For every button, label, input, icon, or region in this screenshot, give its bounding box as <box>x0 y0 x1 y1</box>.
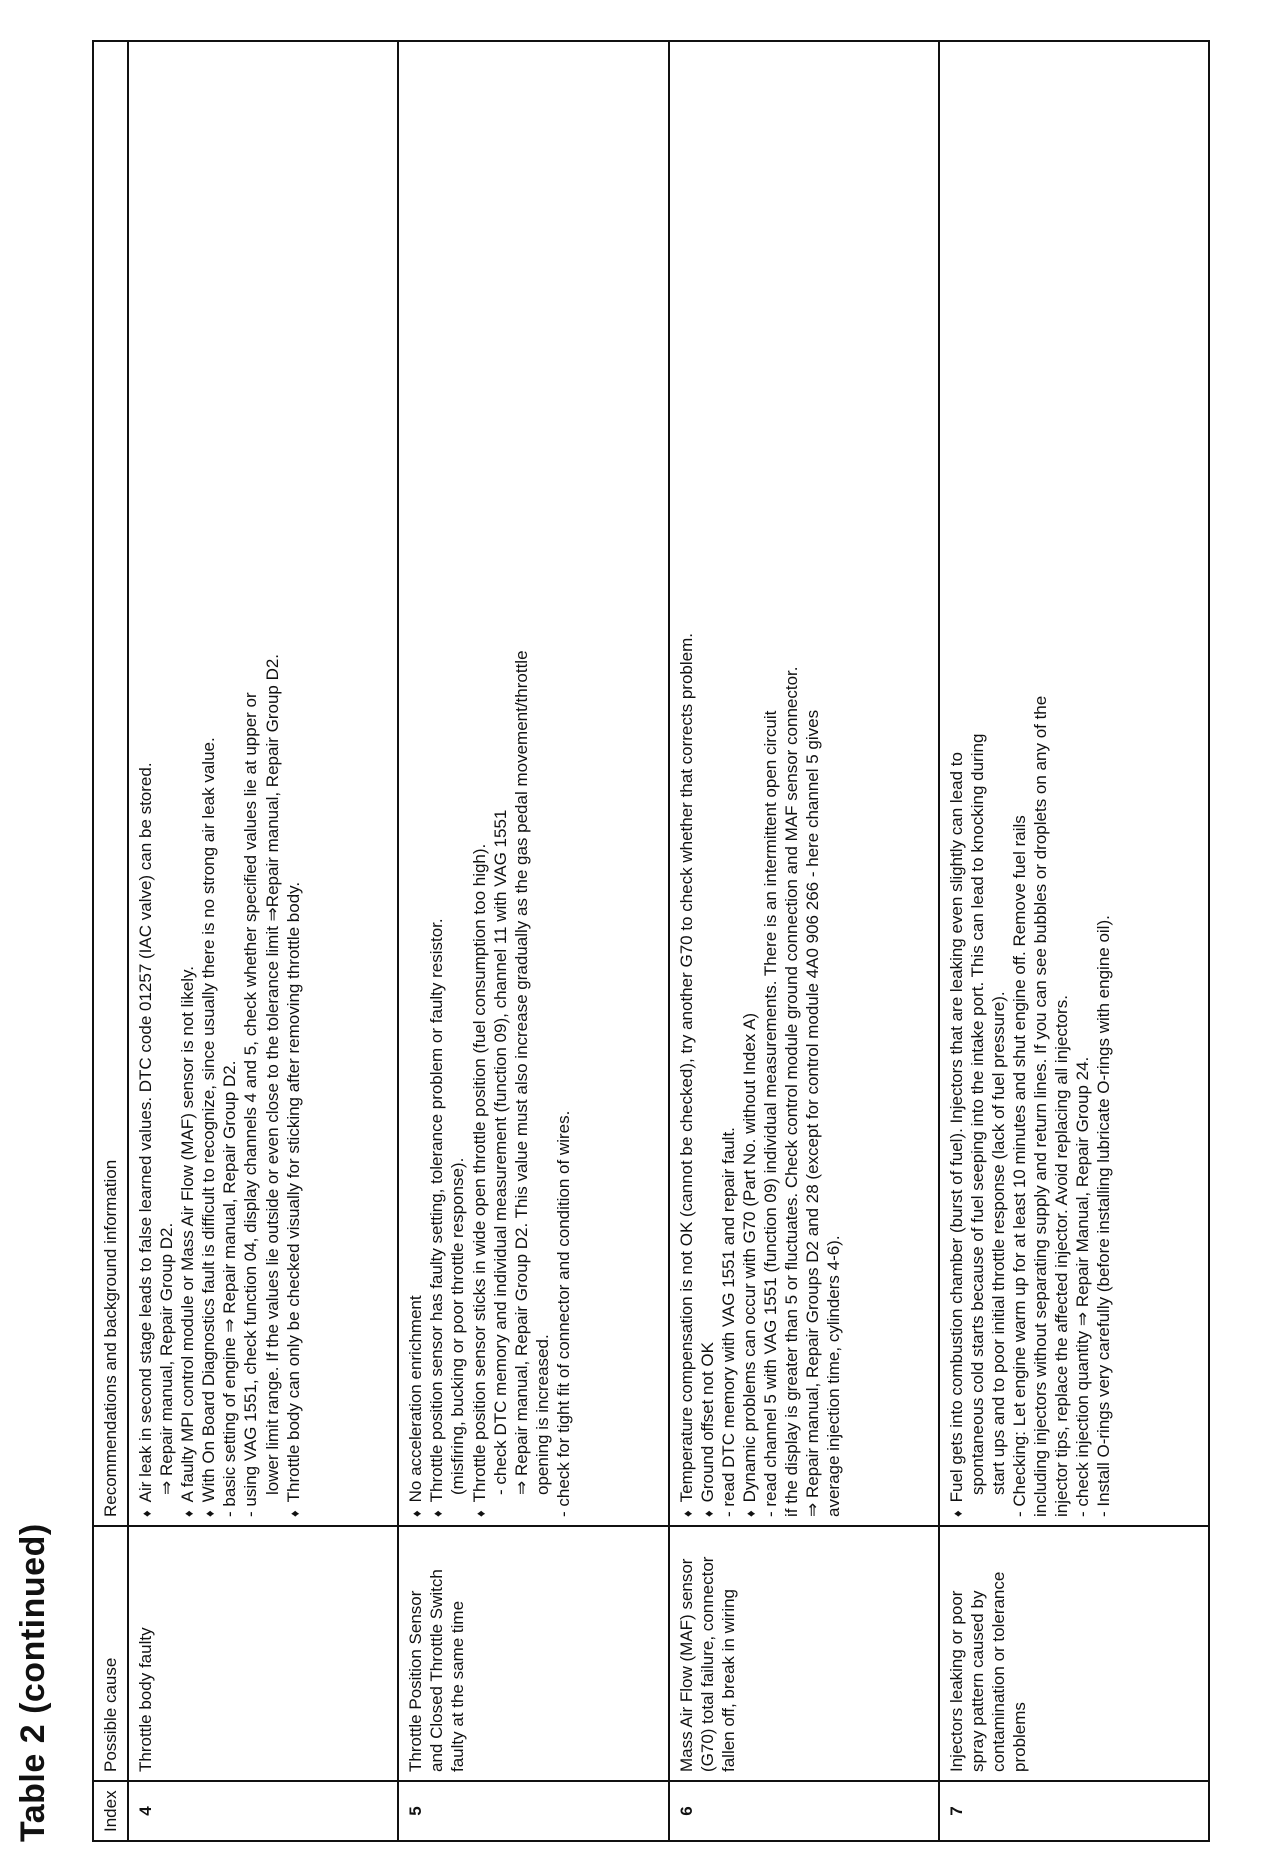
cause-line: fallen off, break in wiring <box>718 1588 738 1772</box>
recommendations-cell <box>939 41 1209 1526</box>
recommendation-line: - check DTC memory and individual measurement (function 09), channel 11 with VAG 1551 <box>490 809 510 1495</box>
table-row <box>669 41 939 1841</box>
recommendation-line: (misfiring, bucking or poor throttle response). <box>448 1157 468 1495</box>
header-cause: Possible cause <box>93 1526 128 1781</box>
recommendation-line: ⇒ Repair manual, Repair Group D2. <box>157 1222 177 1495</box>
recommendation-line: - check injection quantity ⇒ Repair Manual, Repair Group 24. <box>1073 1056 1093 1517</box>
cause-line: and Closed Throttle Switch <box>427 1569 447 1772</box>
bullet-line: ♦ No acceleration enrichment <box>405 50 426 1517</box>
recommendation-line: opening is increased. <box>532 1334 552 1495</box>
bullet-line: ♦ Throttle position sensor has faulty setting, tolerance problem or faulty resistor. <box>426 50 447 1517</box>
recommendation-line: - basic setting of engine ⇒ Repair manual, Repair Group D2. <box>220 1060 240 1517</box>
recommendation-line: - read DTC memory with VAG 1551 and repair fault. <box>718 1127 738 1517</box>
bullet-line: ♦ Dynamic problems can occur with G70 (Part No. without Index A) <box>739 50 760 1517</box>
recommendation-line: - Checking: Let engine warm up for at least 10 minutes and shut engine off. Remove fuel rails <box>1009 815 1029 1517</box>
bullet-line: ♦ Throttle position sensor sticks in wide open throttle position (fuel consumption too high). <box>469 50 490 1517</box>
recommendation-line: ⇒ Repair manual, Repair Groups D2 and 28 (except for control module 4A0 906 266 - here channel 5 gives <box>802 709 822 1517</box>
row-index: 6 <box>669 1781 939 1841</box>
recommendation-line: ⇒ Repair manual, Repair Group D2. This value must also increase gradually as the gas pedal movement/throttle <box>511 650 531 1495</box>
cause-line: Injectors leaking or poor <box>946 1590 966 1772</box>
recommendations-cell <box>128 41 398 1526</box>
recommendation-line: spontaneous cold starts because of fuel seeping into the intake port. This can lead to knocking during <box>967 733 987 1495</box>
table-title: Table 2 (continued) <box>14 1523 52 1842</box>
table-row <box>398 41 668 1841</box>
bullet-line: ♦ With On Board Diagnostics fault is difficult to recognize, since usually there is no strong air leak value. <box>198 50 219 1517</box>
table-row <box>939 41 1209 1841</box>
header-recommendations: Recommendations and background information <box>93 41 128 1526</box>
cause-line: (G70) total failure, connector <box>697 1556 717 1772</box>
recommendation-line: injector tips, replace the affected injector. Avoid replacing all injectors. <box>1052 995 1072 1517</box>
recommendation-line: average injection time, cylinders 4-6). <box>824 1235 844 1517</box>
table-row <box>128 41 398 1841</box>
possible-cause-cell <box>128 1526 398 1781</box>
header-row <box>93 41 128 1841</box>
cause-line: faulty at the same time <box>448 1600 468 1772</box>
bullet-line: ♦ Throttle body can only be checked visually for sticking after removing throttle body. <box>283 50 304 1517</box>
cause-table <box>92 40 1210 1842</box>
row-index: 7 <box>939 1781 1209 1841</box>
recommendation-line: - read channel 5 with VAG 1551 (function 09) individual measurements. There is an intermittent open circuit <box>760 710 780 1517</box>
header-index: Index <box>93 1781 128 1841</box>
possible-cause-cell <box>398 1526 668 1781</box>
possible-cause-cell <box>669 1526 939 1781</box>
row-index: 5 <box>398 1781 668 1841</box>
recommendations-cell <box>398 41 668 1526</box>
cause-line: Mass Air Flow (MAF) sensor <box>676 1558 696 1772</box>
recommendation-line: - Install O-rings very carefully (before installing lubricate O-rings with engine oil). <box>1094 915 1114 1517</box>
cause-line: Throttle Position Sensor <box>406 1590 426 1772</box>
possible-cause-cell <box>939 1526 1209 1781</box>
recommendation-line: lower limit range. If the values lie outside or even close to the tolerance limit ⇒Repair manual, Repair Group D2. <box>262 653 282 1495</box>
recommendation-line: - using VAG 1551, check function 04, display channels 4 and 5, check whether specified values lie at upper or <box>241 692 261 1517</box>
cause-line: spray pattern caused by <box>967 1590 987 1772</box>
recommendation-line: start ups and to poor initial throttle response (lack of fuel pressure). <box>988 991 1008 1495</box>
rotated-content <box>0 26 1225 1856</box>
cause-line: problems <box>1009 1702 1029 1772</box>
bullet-line: ♦ Temperature compensation is not OK (cannot be checked), try another G70 to check whether that corrects problem. <box>676 50 697 1517</box>
table-body <box>128 41 1209 1841</box>
recommendation-line: - check for tight fit of connector and condition of wires. <box>553 1110 573 1517</box>
recommendation-line: including injectors without separating supply and return lines. If you can see bubbles or droplets on any of the <box>1031 695 1051 1517</box>
bullet-line: ♦ Fuel gets into combustion chamber (burst of fuel). Injectors that are leaking even slightly can lead to <box>946 50 967 1517</box>
bullet-line: ♦ Ground offset not OK <box>697 50 718 1517</box>
recommendations-cell <box>669 41 939 1526</box>
cause-line: Throttle body faulty <box>136 1627 156 1772</box>
row-index: 4 <box>128 1781 398 1841</box>
recommendation-line: if the display is greater than 5 or fluctuates. Check control module ground connection and MAF sensor connector. <box>781 666 801 1517</box>
bullet-line: ♦ Air leak in second stage leads to false learned values. DTC code 01257 (IAC valve) can be stored. <box>135 50 156 1517</box>
cause-line: contamination or tolerance <box>988 1571 1008 1772</box>
bullet-line: ♦ A faulty MPI control module or Mass Air Flow (MAF) sensor is not likely. <box>177 50 198 1517</box>
